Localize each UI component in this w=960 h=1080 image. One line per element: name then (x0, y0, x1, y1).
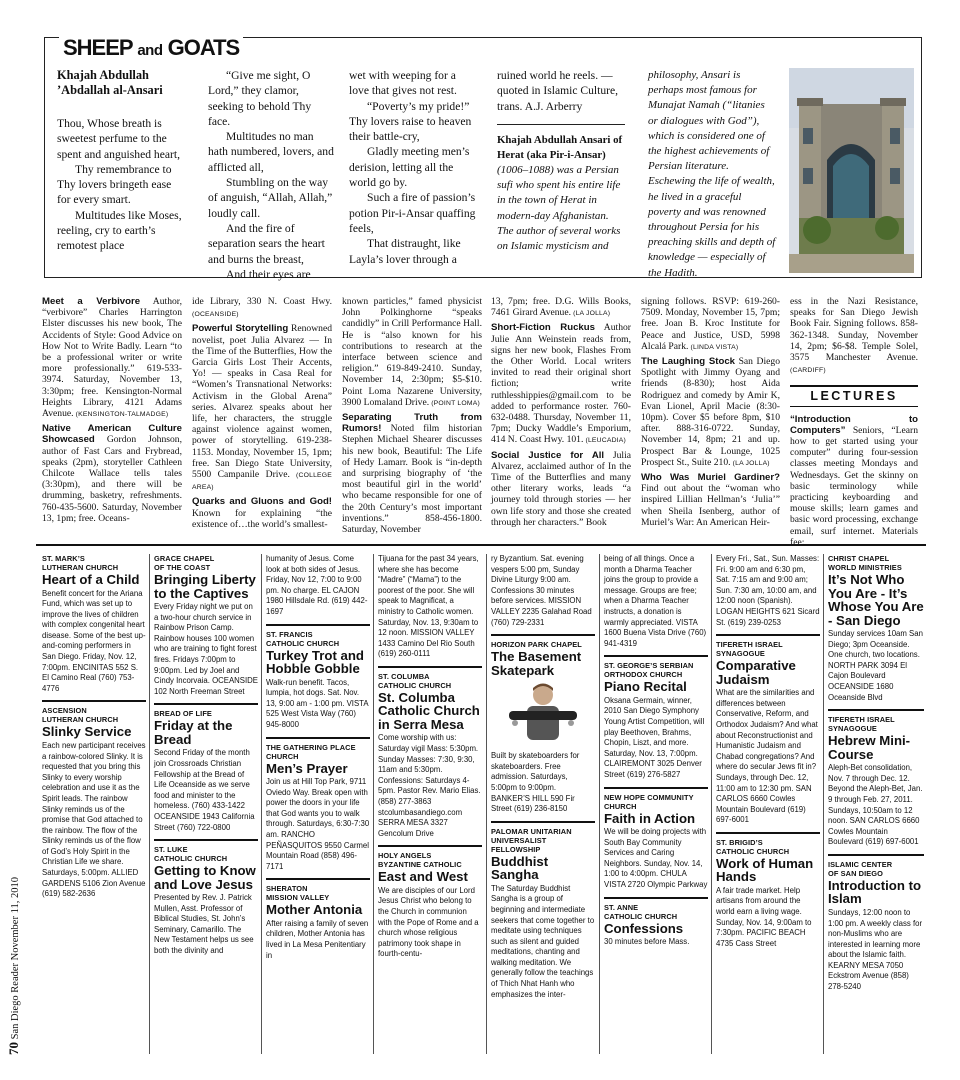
listing-heading: Social Justice for All (491, 449, 605, 461)
event-description: Come worship with us: Saturday vigil Mass: 5:30pm. Sunday Masses: 7:30, 9:30, 11am and 5:30pm. Confessions: Saturdays 4-5pm. Pastor Rev. Mario Elias. (858) 277-3863 stcolumbasandiego.com SERRA MESA 3327 Gencolum Drive (378, 733, 481, 838)
event-description: We are disciples of our Lord Jesus Christ who belong to the Church in communion with the Pope of Rome and a church whose religious patrimony took shape in fourth-centu- (378, 885, 479, 959)
event-description: Oksana Germain, winner, 2010 San Diego Symphony Young Artist Competition, will play Beethoven, Brahms, Chopin, Liszt, and more. Saturday, Nov. 13, 7:00pm. CLAIREMONT 3025 Denver Street (619) 276-5827 (604, 695, 705, 779)
church-listing (828, 709, 924, 848)
church-name: SYNAGOGUE (716, 649, 765, 659)
event-title: Turkey Trot and Hobble Gobble (266, 647, 364, 677)
church-name: ST. FRANCIS (266, 629, 313, 639)
church-name: ST. ANNE (604, 902, 639, 912)
church-name: TIFERETH ISRAEL (716, 640, 783, 650)
event-title: Faith in Action (604, 810, 696, 826)
church-listing (42, 554, 146, 694)
listing-text: Renowned novelist, poet Julia Alvarez — In the Time of the Butterflies, How the Garcia Girls Lost Their Accents, Yo! — speaks in Casa Real for “Women’s Transnational Networks: Activism in the Global Arena” series. Alvarez speaks about her life, her characters, the struggle against violence against women, power of storytelling. 619-238-1153. Monday, November 15, 1pm; free. San Diego State University, 5500 Campanile Drive. (192, 323, 332, 481)
church-name: HORIZON PARK CHAPEL (491, 640, 582, 650)
church-listing (491, 751, 595, 815)
poem-stanza: Multitudes like Moses, reeling, cry to earth’s remotest place (57, 208, 182, 253)
church-name: ORTHODOX CHURCH (604, 670, 683, 680)
listing-item (491, 296, 631, 319)
church-listing (378, 666, 482, 839)
column-rule (823, 554, 824, 1054)
church-name: BREAD OF LIFE (154, 709, 212, 719)
event-description: Every Friday night we put on a two-hour church service in Rainbow Prison Camp. Rainbow houses 100 women who are training to fight forest fires. Fridays 7:00pm to 9:00pm. Led by Joel and Cindy Incorvaia. OCEANSIDE 102 North Freeman Street (154, 602, 258, 696)
church-name: ST. COLUMBA (378, 671, 430, 681)
church-column-3 (266, 554, 370, 1054)
event-description: Each new participant receives a rainbow-colored Slinky. It is requested that you bring this Slinky to every worship celebration and use it as the Spirit leads. The rainbow Slinky reminds us of the promise that God attached to the rainbow. The flow of the Slinky reminds us of the flow of God’s Holy Spirit in the Christian Life we share. Saturdays, 5:00pm. ALLIED GARDENS 5106 Zion Avenue (619) 582-2636 (42, 740, 146, 899)
church-name: CATHOLIC CHURCH (154, 854, 228, 864)
event-title: East and West (378, 869, 468, 885)
poem-column-2 (208, 68, 336, 282)
event-title: Getting to Know and Love Jesus (154, 863, 256, 892)
poem-stanza: Thou, Whose breath is sweetest perfume to the spent and anguished heart, (57, 117, 180, 161)
church-name: HOLY ANGELS (378, 851, 432, 861)
listing-text: San Diego Spotlight with Jimmy Oyang and friends (8-830); host Aida Rodriguez and comedy by Amir K, Evan Lionel, April Macie (8:30-10pm). Cover $5 before 8pm, $10 after. 888-316-0722. Sunday, November 14, 8pm; 21 and up. Prospect Bar & Lounge, 1025 Prospect St., Suite 210. (641, 356, 780, 468)
column-rule (486, 554, 487, 1054)
event-title: Mother Antonia (266, 902, 363, 918)
listing-item (42, 296, 182, 420)
listing-item (790, 296, 918, 376)
column-rule (373, 554, 374, 1054)
poem-stanza: Multitudes no man hath numbered, lovers, and afflicted all, (208, 130, 334, 174)
church-name: CHURCH (604, 801, 637, 811)
event-description: Benefit concert for the Ariana Fund, which was set up to improve the lives of children with complex congenital heart disease. Some of the best up-and-coming performers in San Diego. Friday, Nov. 12, 7:00pm. ENCINITAS 552 S. El Camino Real (760) 753-4776 (42, 588, 146, 693)
listing-neighborhood: (POINT LOMA) (429, 399, 480, 407)
church-name: PALOMAR UNITARIAN (491, 826, 572, 836)
listing-column-3 (342, 296, 482, 538)
church-listing (828, 854, 924, 993)
mosque-photo (789, 68, 914, 273)
church-column-1 (42, 554, 146, 1054)
event-description: Sundays, 12:00 noon to 1:00 pm. A weekly class for non-Muslims who are interested in learning more about the Islamic faith. KEARNY MESA 7050 Eckstrom Avenue (858) 278-5240 (828, 907, 923, 992)
church-name: THE GATHERING PLACE (266, 742, 356, 752)
listing-item (641, 296, 780, 353)
church-listing (604, 554, 708, 649)
listing-neighborhood: (LEUCADIA) (583, 437, 627, 445)
church-listing (42, 700, 146, 899)
poem-column-4 (497, 68, 625, 254)
sheep-and-goats-title: SHEEP and GOATS (59, 36, 243, 63)
event-title: Heart of a Child (42, 572, 140, 587)
event-title: It’s Not Who You Are - It’s Whose You Are - San Diego (828, 572, 924, 628)
listing-text: ide Library, 330 N. Coast Hwy. (192, 296, 332, 307)
church-name: CATHOLIC CHURCH (716, 846, 790, 856)
poem-column-3 (349, 68, 477, 267)
listing-heading: “Introduction to Computers” (790, 413, 918, 436)
poem-stanza: Stumbling on the way of anguish, “Allah, Allah,” loudly call. (208, 176, 333, 220)
event-description: Every Fri., Sat., Sun. Masses: Fri. 9:00 am and 6:30 pm, Sat. 7:15 am and 9:00 am; Sun. 7:30 am, 10:00 am, and 12:00 noon (Spanish). LOGAN HEIGHTS 621 Sicard St. (619) 239-0253 (716, 554, 820, 627)
listing-item (42, 423, 182, 524)
church-name: OF SAN DIEGO (828, 868, 883, 878)
church-name: CATHOLIC CHURCH (604, 911, 678, 921)
listing-neighborhood: (OCEANSIDE) (192, 311, 239, 319)
church-listing (266, 737, 370, 873)
listing-heading: Native American Culture Showcased (42, 423, 182, 446)
listing-heading: The Laughing Stock (641, 356, 736, 368)
church-listing (828, 554, 924, 703)
church-listing (604, 897, 708, 948)
event-title: Introduction to Islam (828, 877, 922, 907)
poem-stanza: And the fire of separation sears the heart and burns the breast, (208, 221, 325, 266)
church-listing (266, 624, 370, 731)
listing-heading: Separating Truth from Rumors! (342, 412, 482, 435)
church-listing (604, 787, 708, 891)
poem-stanza: Such a fire of passion’s potion Pir-i-Ansar quaffing feels, (349, 191, 476, 235)
event-description: being of all things. Once a month a Dharma Teacher joins the group to provide a message. Groups are free; when a Dharma Teacher instructs, a donation is warmly appreciated. VISTA 1600 Buena Vista Drive (760) 941-4319 (604, 554, 707, 648)
listing-heading: Short-Fiction Ruckus (491, 322, 595, 334)
column-rule (599, 554, 600, 1054)
poem-source: ruined world he reels. — quoted in Islamic Culture, trans. A.J. Arberry (497, 69, 619, 113)
listing-neighborhood: (LA JOLLA) (730, 459, 770, 467)
poem-stanza: “Poverty’s my pride!” Thy lovers raise to heaven their battle-cry, (349, 99, 472, 144)
bio-heading: Khajah Abdullah Ansari of Herat (aka Pir-i-Ansar) (497, 133, 623, 161)
event-title: Friday at the Bread (154, 718, 233, 747)
church-listing (378, 845, 482, 960)
event-title: Bringing Liberty to the Captives (154, 572, 256, 601)
listing-text: Author Julie Ann Weinstein reads from, signs her new book, Flashes From the Other World. Local writers invited to read their original short fiction; write ruthlesshippies@gmail.com to be added to performance roster. 760-632-0488. Thursday, November 11, 7pm; Ducky Waddle’s Emporium, 414 N. Coast Hwy. 101. (491, 322, 631, 446)
event-title: St. Columba Catholic Church in Serra Mesa (378, 689, 480, 732)
church-name: SYNAGOGUE (828, 724, 877, 734)
column-rule (261, 554, 262, 1054)
event-description: Built by skateboarders for skateboarders. Free admission. Saturdays, 5:00pm to 9:00pm. BANKER’S HILL 590 Fir Street (619) 236-8150 (491, 751, 580, 814)
bio-text: philosophy, Ansari is perhaps most famous for Munajat Namah (“litanies or dialogues with God”), which is considered one of the highest achievements of Persian literature. Eschewing the life of wealth, he lived in a graceful poverty and was renowned throughout Persia for his preaching skills and depth of knowledge — especially of the Hadith. (648, 69, 776, 279)
poem-column-1 (57, 68, 185, 254)
section-divider (36, 544, 926, 546)
church-listing (491, 634, 595, 745)
listing-text: known particles,” famed physicist John Polkinghorne “speaks candidly” in Crill Performance Hall. He is “also known for his contributions to research at the interface between science and religion.” 619-849-2410. Sunday, November 14, 2:30pm; $5-$10. Point Loma Nazarene University, 3900 Lomaland Drive. (342, 296, 482, 408)
publication-date: San Diego Reader November 11, 2010 (10, 877, 21, 1040)
poem-stanza: “Give me sight, O Lord,” they clamor, seeking to behold Thy face. (208, 69, 312, 128)
church-listing (154, 554, 258, 697)
church-name: NEW HOPE COMMUNITY (604, 792, 694, 802)
listing-text: Known for explaining “the existence of…the world’s smallest- (192, 507, 332, 530)
listing-neighborhood: (LA JOLLA) (571, 310, 611, 318)
event-title: Hebrew Mini-Course (828, 733, 911, 762)
church-name: ST. BRIGID’S (716, 837, 763, 847)
column-rule (711, 554, 712, 1054)
church-column-4 (378, 554, 482, 1054)
column-rule (149, 554, 150, 1054)
listing-text: Noted film historian Stephen Michael Shearer discusses his new book, Beautiful: The Life of Hedy Lamarr. Book is “in-depth and surprising biography of ‘the most beautiful girl in the world’ who became responsible for one of the 20th Century’s most important inventions.” 858-456-1800. Saturday, November (342, 423, 482, 536)
listing-column-2 (192, 296, 332, 533)
event-description: What are the similarities and differences between Conservative, Reform, and Orthodox Judaism? And what about Reconstructionist and Humanistic Judaism and Chabad congregations? And where do secular Jews fit in? Sundays, through Dec. 12, 11:00 am to 12:30 pm. SAN CARLOS 6660 Cowles Mountain Boulevard (619) 697-6001 (716, 688, 818, 825)
listing-neighborhood: (CARDIFF) (790, 367, 826, 375)
church-name: LUTHERAN CHURCH (42, 563, 119, 572)
event-title: Work of Human Hands (716, 855, 814, 885)
event-description: ry Byzantium. Sat. evening vespers 5:00 pm, Sunday Divine Liturgy 9:00 am. Confessions 30 minutes before services. MISSION VALLEY 2235 Galahad Road (760) 729-2331 (491, 554, 592, 627)
event-description: The Saturday Buddhist Sangha is a group of beginning and intermediate seekers that come together to meditate using techniques such as silent and guided meditations, chanting and walking meditation. We generally follow the teachings of Thich Nhat Hanh who emphasizes the inter- (491, 883, 595, 999)
event-description: Join us at Hill Top Park, 9711 Oviedo Way. Break open with power the doors in your life that God wants you to walk through. Saturdays, 6:30-7:30 am. RANCHO PEÑASQUITOS 9550 Carmel Mountain Road (858) 496-7171 (266, 777, 370, 871)
event-title: The Basement Skatepark (491, 649, 582, 678)
church-name: CATHOLIC CHURCH (266, 638, 340, 648)
listing-item (342, 296, 482, 409)
church-name: GRACE CHAPEL (154, 554, 215, 563)
church-name: WORLD MINISTRIES (828, 563, 902, 572)
church-listing (266, 878, 370, 961)
church-listing (716, 832, 820, 950)
listing-text: Find out about the “woman who inspired Lillian Hellman’s ‘Julia’” when Sheila Isenberg, author of Muriel’s War: An American Heir- (641, 483, 780, 528)
listing-item (192, 296, 332, 320)
poet-name: Khajah Abdullah ’Abdallah al-Ansari (57, 68, 163, 97)
event-description: Tijuana for the past 34 years, where she has become “Madre” (“Mama”) to the poorest of the poor. She will speak to Magnificat, a ministry to Catholic women. Saturday, Nov. 13, 9:30am to 12 noon. MISSION VALLEY 1433 Camino Del Rio South (619) 260-0111 (378, 554, 479, 659)
church-column-8 (828, 554, 924, 1054)
listing-text: Gordon Johnson, author of Fast Cars and Frybread, speaks (2pm), storyteller Cathleen Chilcote Wallace tells tales (3:30pm), and there will be drumming, basketry, refreshments. 760-435-5600. Saturday, November 13, 1pm; free. Oceans- (42, 434, 182, 524)
church-column-2 (154, 554, 258, 1054)
listing-column-6 (790, 296, 918, 551)
listing-column-5 (641, 296, 780, 531)
sheep-and-goats-box (44, 35, 922, 281)
listing-text: 13, 7pm; free. D.G. Wills Books, 7461 Girard Avenue. (491, 296, 631, 319)
church-name: LUTHERAN CHURCH (42, 715, 119, 725)
church-listing (491, 821, 595, 1001)
listing-text: Seniors, “Learn how to get started using your computer” during four-session classes meeting Mondays and Wednesdays. Get the skinny on basic terminology while practicing keyboarding and mouse skills; learn games and basic word processing, exchange email, surf internet. Materials fee: (790, 424, 918, 548)
church-name: SHERATON (266, 884, 308, 894)
listing-item (491, 322, 631, 446)
listing-column-4 (491, 296, 631, 531)
listing-item (342, 412, 482, 535)
bio-text: (1006–1088) was a Persian sufi who spent his entire life in the town of Herat in modern-day Afghanistan. The author of several works on Islamic mysticism and (497, 163, 621, 252)
church-name: ST. GEORGE’S SERBIAN (604, 661, 694, 671)
listing-heading: Meet a Verbivore (42, 296, 141, 307)
event-description: Second Friday of the month join Crossroads Christian Fellowship at the Bread of Life Oceanside as we serve food and minister to the homeless. (760) 433-1422 OCEANSIDE 1943 California Street (760) 722-0800 (154, 748, 255, 832)
listing-item (192, 496, 332, 530)
poem-stanza: Thy remembrance to Thy lovers bringeth ease for every smart. (57, 162, 172, 207)
listing-text: Author, “verbivore” Charles Harrington Elster discusses his new book, The Accidents of Style: Good Advice on How Not to Write Badly. Learn “to be a professional writer or write more professionally.” 619-533-3974. Saturday, November 13, 3:30pm; free. Kensington-Normal Heights Library, 4121 Adams Avenue. (42, 296, 182, 420)
page-number: 70 (6, 1042, 21, 1055)
listing-item (790, 414, 918, 548)
church-listing (266, 554, 370, 618)
church-listing (716, 634, 820, 826)
church-name: ASCENSION (42, 706, 87, 716)
church-name: OF THE COAST (154, 563, 211, 572)
church-name: UNIVERSALIST (491, 835, 547, 845)
listing-text: Julia Alvarez, acclaimed author of In the Time of the Butterflies and many other literary works, leads “a journey told through stories — her own life story and those she created through her characters.” Book (491, 449, 631, 528)
listing-column-1 (42, 296, 182, 527)
church-name: TIFERETH ISRAEL (828, 715, 895, 725)
event-description: Walk-run benefit. Tacos, lumpia, hot dogs. Sat. Nov. 13, 9:00 am - 1:00 pm. VISTA 525 West Vista Way (760) 945-8000 (266, 677, 369, 729)
event-title: Confessions (604, 920, 684, 936)
listing-item (192, 323, 332, 493)
church-name: MISSION VALLEY (266, 893, 330, 903)
poem-stanza: That distraught, like Layla’s lover through a (349, 237, 461, 266)
event-title: Buddhist Sangha (491, 853, 549, 883)
listing-text: ess in the Nazi Resistance, speaks for San Diego Jewish Book Fair. Signing follows. 858-362-1348. Sunday, November 14, 2pm; $6-$8. Temple Solel, 3575 Manchester Avenue. (790, 296, 918, 364)
event-description: Presented by Rev. J. Patrick Mullen, Asst. Professor of Biblical Studies, St. John’s Seminary, Camarillo. The New Testament helps us see both the divinity and (154, 893, 254, 956)
church-column-5 (491, 554, 595, 1054)
event-description: A fair trade market. Help artisans from around the world earn a living wage. Sunday, Nov. 14, 9:00am to 7:30pm. PACIFIC BEACH 4735 Cass Street (716, 885, 812, 948)
bio-column (648, 68, 776, 281)
church-name: CATHOLIC CHURCH (378, 680, 452, 690)
church-name: ST. LUKE (154, 845, 188, 855)
skater-photo (491, 679, 595, 745)
church-name: ISLAMIC CENTER (828, 859, 893, 869)
event-description: Sunday services 10am San Diego; 3pm Oceanside. One church, two locations. NORTH PARK 3094 El Cajon Boulevard OCEANSIDE 1680 Oceanside Blvd (828, 629, 923, 702)
lectures-heading: LECTURES (790, 385, 918, 406)
event-description: After raising a family of seven children, Mother Antonia has lived in La Mesa Penitentiary in (266, 918, 369, 960)
event-title: Comparative Judaism (716, 658, 796, 687)
event-description: Aleph-Bet consolidation, Nov. 7 through Dec. 12. Beyond the Aleph-Bet, Jan. 9 through Feb. 27, 2011. Sundays, 10:50am to 12 noon. SAN CARLOS 6660 Cowles Mountain Boulevard (619) 697-6001 (828, 763, 923, 847)
event-description: We will be doing projects with South Bay Community Services and Caring Neighbors. Sunday, Nov. 14, 1:00 to 4:00pm. CHULA VISTA 2720 Olympic Parkway (604, 827, 708, 890)
church-name: FELLOWSHIP (491, 844, 541, 854)
church-listing (604, 655, 708, 780)
event-title: Men’s Prayer (266, 760, 348, 776)
listing-item (641, 472, 780, 528)
church-listing (378, 554, 482, 660)
poem-stanza: And their eyes are (226, 267, 311, 281)
listing-neighborhood: (LINDA VISTA) (688, 343, 739, 351)
poem-stanza: wet with weeping for a love that gives not rest. (349, 69, 457, 98)
event-description: humanity of Jesus. Come look at both sides of Jesus. Friday, Nov 12, 7:00 to 9:00 pm. No charge. EL CAJON 1980 Hillsdale Rd. (619) 442-1697 (266, 554, 368, 616)
church-name: CHURCH (266, 751, 299, 761)
church-name: ST. MARK’S (42, 554, 85, 563)
listing-neighborhood: (KENSINGTON-TALMADGE) (73, 411, 169, 419)
church-listing (716, 554, 820, 628)
listing-neighborhood: (COLLEGE AREA) (192, 472, 332, 492)
event-title: Slinky Service (42, 724, 132, 740)
listing-heading: Powerful Storytelling (192, 323, 289, 335)
event-title: Piano Recital (604, 679, 687, 695)
church-listing (154, 703, 258, 833)
church-column-7 (716, 554, 820, 1054)
listing-heading: Who Was Muriel Gardiner? (641, 472, 780, 484)
listing-text: signing follows. RSVP: 619-260-7509. Monday, November 15, 7pm; free. Joan B. Kroc Institute for Peace and Justice, USD, 5998 Alcalá Park. (641, 296, 780, 352)
listing-item (491, 450, 631, 528)
church-name: BYZANTINE CATHOLIC (378, 860, 462, 870)
event-description: 30 minutes before Mass. (604, 937, 690, 947)
church-column-6 (604, 554, 708, 1054)
poem-stanza: Gladly meeting men’s derision, letting all the world go by. (349, 145, 470, 190)
church-name: CHRIST CHAPEL (828, 554, 890, 563)
page-spine (6, 720, 22, 1055)
church-listing (154, 839, 258, 957)
listing-item (641, 356, 780, 469)
divider (497, 124, 625, 125)
church-listing (491, 554, 595, 628)
listing-heading: Quarks and Gluons and God! (192, 496, 332, 508)
